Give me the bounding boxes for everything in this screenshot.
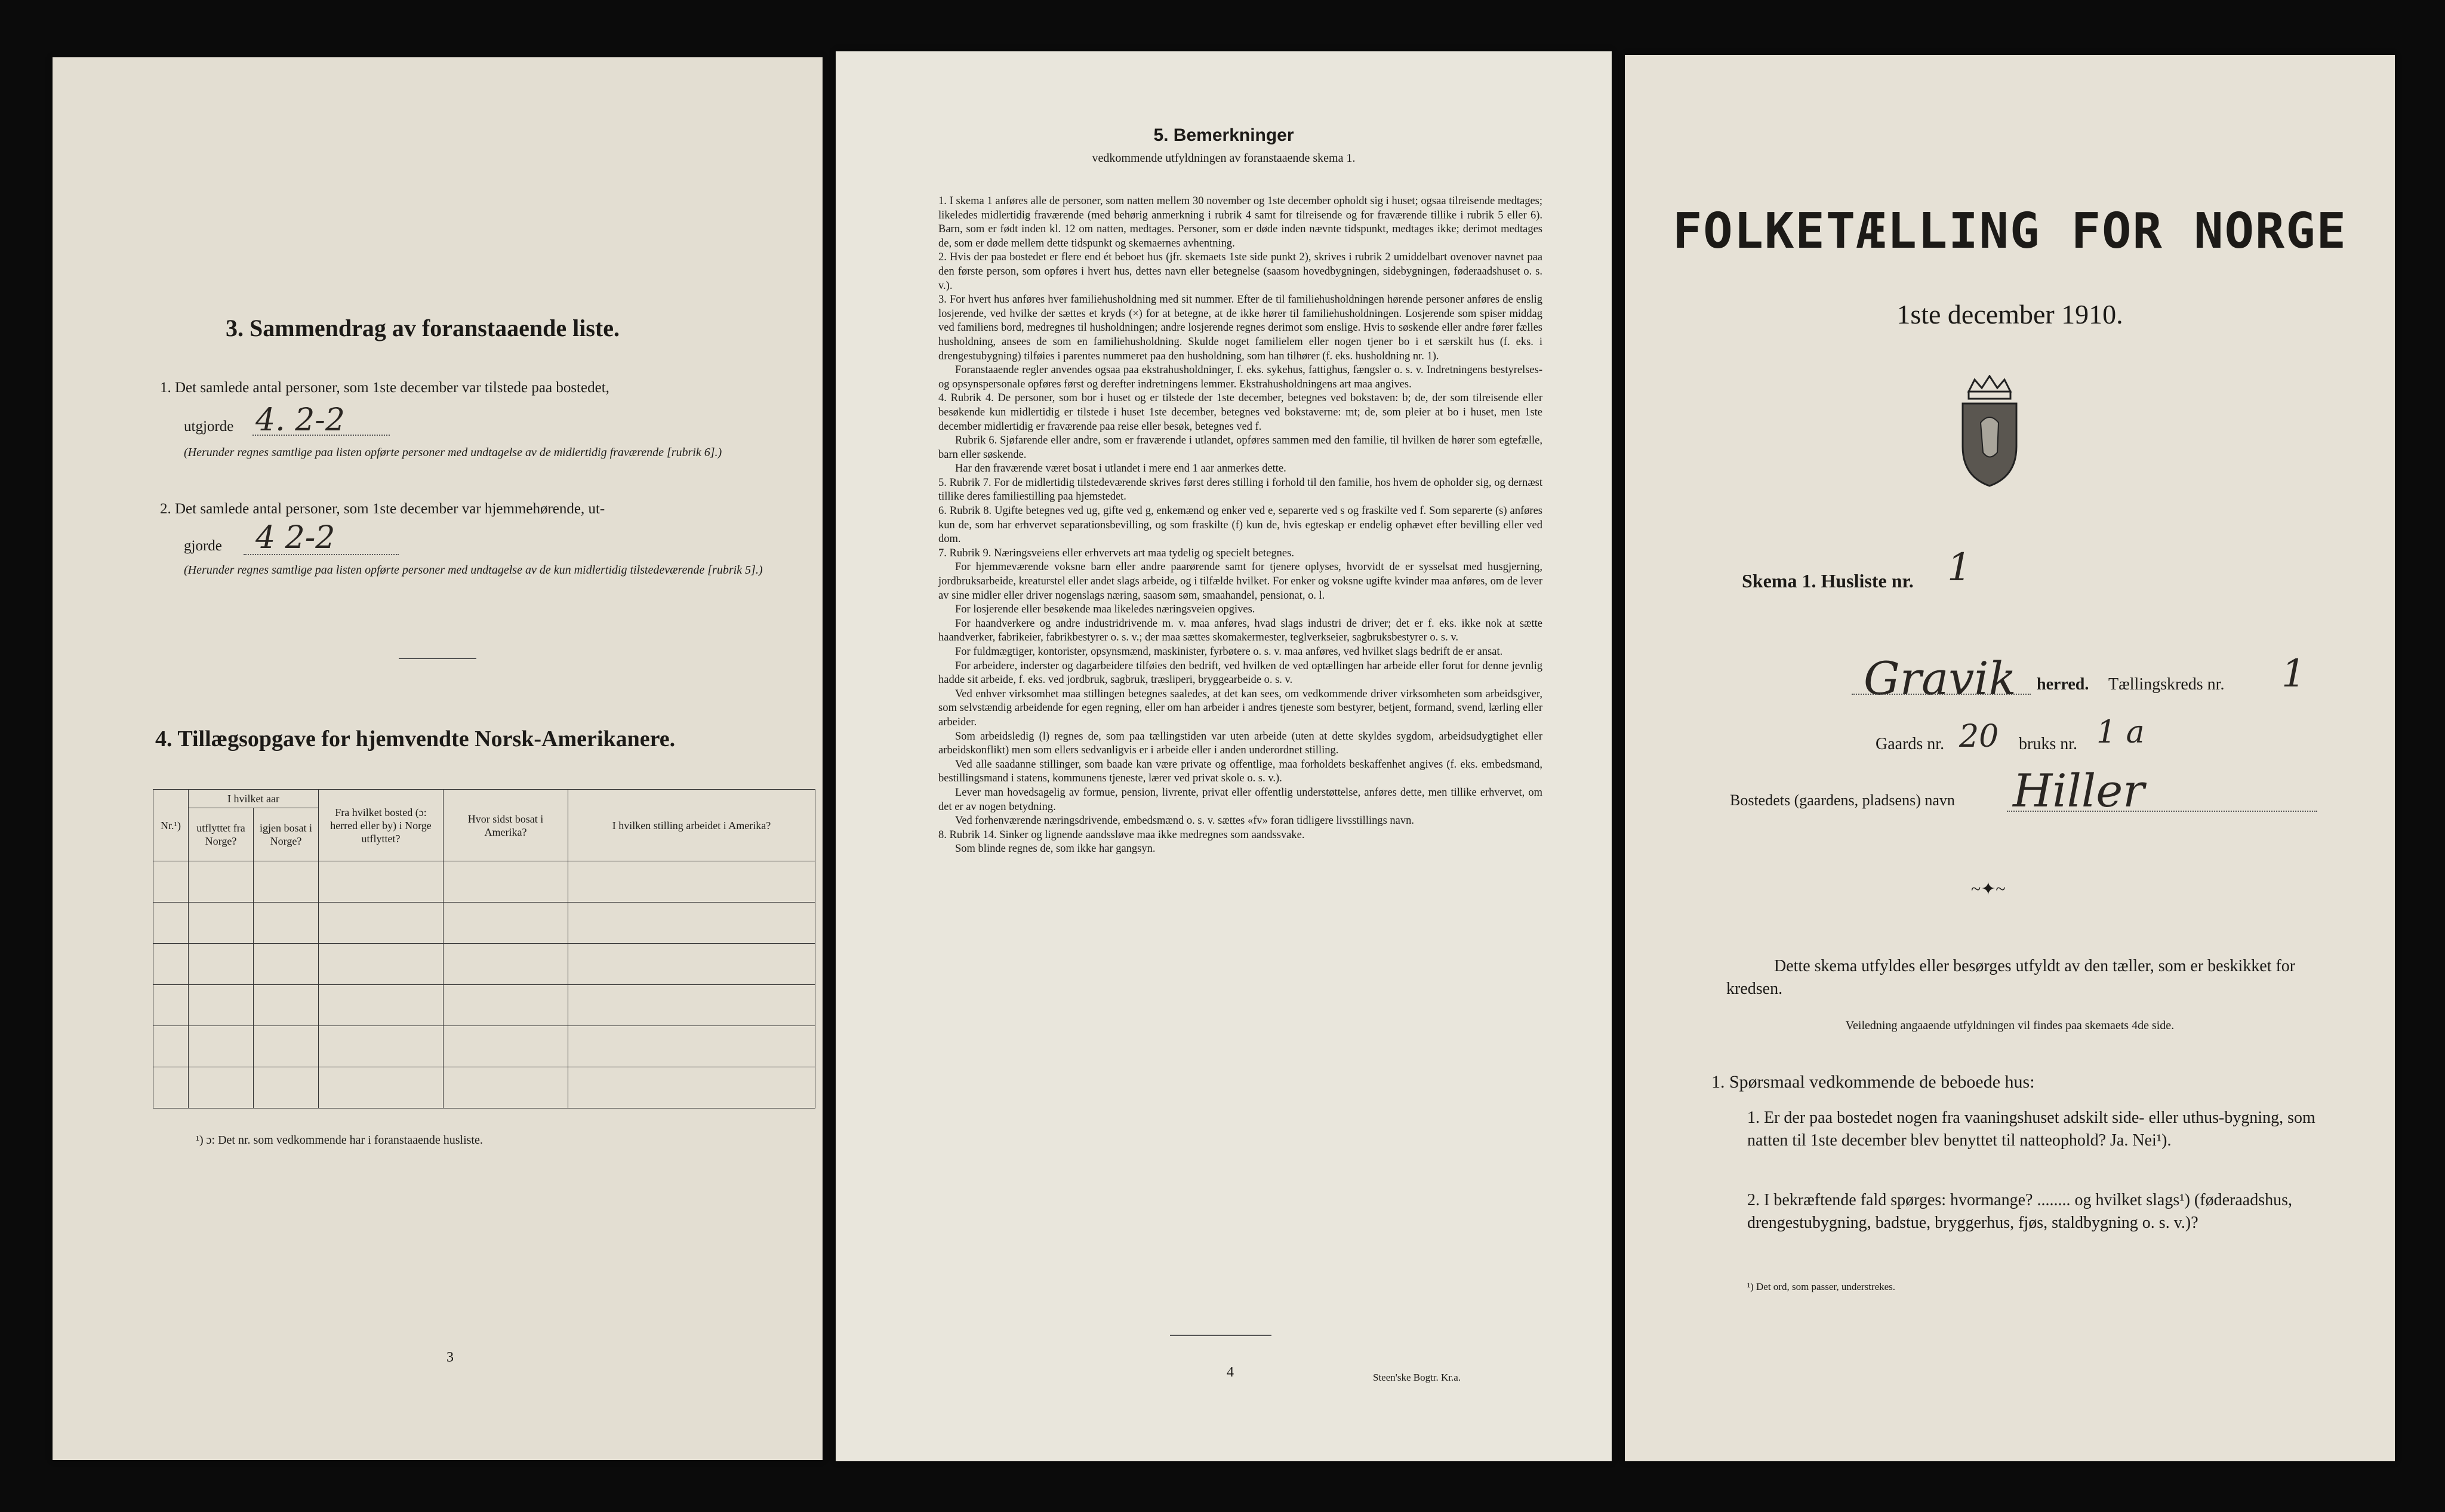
remark-3b: Foranstaaende regler anvendes ogsaa paa ekstrahusholdninger, f. eks. sykehus, fattighus, fængsler o. s. v. Indretningens bestyrelses- og opsynspersonale opføres først og derefter indretningens lemmer. Ekstrahusholdningens art maa angives.: [938, 364, 1542, 390]
remark-7k: Ved forhenværende næringsdrivende, embedsmænd o. s. v. sættes «fv» foran tidligere livsstillings navn.: [955, 815, 1415, 827]
divider: [1170, 1335, 1271, 1336]
coat-of-arms-icon: [1957, 375, 2022, 491]
remark-7e: For fuldmægtiger, kontorister, opsynsmænd, maskinister, fyrbøtere o. s. v. maa anføres, ved hvilket slags bedrift de er ansat.: [955, 646, 1503, 658]
section4-heading: 4. Tillægsopgave for hjemvendte Norsk-Amerikanere.: [155, 726, 676, 752]
remark-7c: For losjerende eller besøkende maa likeledes næringsveien opgives.: [955, 603, 1255, 616]
q1-heading: 1. Spørsmaal vedkommende de beboede hus:: [1711, 1072, 2035, 1092]
remarks-heading: 5. Bemerkninger: [1153, 125, 1294, 145]
item1-note: (Herunder regnes samtlige paa listen opførte personer med undtagelse av de midlertidig fraværende [rubrik 6].): [184, 446, 722, 459]
item1-handwritten: 4. 2-2: [255, 402, 345, 438]
printer-imprint: Steen'ske Bogtr. Kr.a.: [1373, 1372, 1461, 1383]
page-number: 3: [446, 1350, 454, 1365]
kreds-label: Tællingskreds nr.: [2108, 675, 2225, 694]
remark-5: 5. Rubrik 7. For de midlertidig tilstedeværende skrives først deres stilling i forhold til den familie, hos hvem de opholder sig, og dernæst tillike deres familiestilling paa hjemstedet.: [938, 476, 1542, 503]
veiledning-text: Veiledning angaaende utfyldningen vil findes paa skemaets 4de side.: [1845, 1019, 2175, 1032]
remark-6: 6. Rubrik 8. Ugifte betegnes ved ug, gifte ved g, enkemænd og enker ved e, separerte ved s og fraskilte ved f. Som separerte (s) anføres kun de, som har erhvervet separationsbevilling, og som fraskilte (f) kun de, hvis egteskap er endelig ophævet efter bevilling eller ved dom.: [938, 505, 1542, 546]
bosted-label: Bostedets (gaardens, pladsens) navn: [1730, 792, 1955, 809]
col-stilling: I hvilken stilling arbeidet i Amerika?: [568, 790, 815, 861]
kreds-nr: 1: [2281, 652, 2306, 696]
bruks-label: bruks nr.: [2019, 735, 2077, 753]
page-4: [836, 51, 1612, 1461]
remark-8b: Som blinde regnes de, som ikke har gangsyn.: [955, 843, 1156, 855]
footnote: ¹) Det ord, som passer, understrekes.: [1747, 1281, 1896, 1292]
item1-utgjorde: utgjorde: [184, 418, 234, 435]
table-row: [153, 944, 815, 985]
census-title: FOLKETÆLLING FOR NORGE: [1672, 203, 2348, 260]
bosted-name: Hiller: [2013, 764, 2145, 817]
remark-4b: Rubrik 6. Sjøfarende eller andre, som er fraværende i utlandet, opføres sammen med den familie, til hvilken de hører som egtefælle, barn eller søskende.: [938, 435, 1542, 461]
remark-4c: Har den fraværende været bosat i utlandet i mere end 1 aar anmerkes dette.: [955, 463, 1286, 475]
remark-4: 4. Rubrik 4. De personer, som bor i huset og er tilstede der 1ste december, betegnes ved bokstaven: b; de, der som tilreisende eller besøkende kun midlertidig er tilstede i huset 1ste december, betegnes ved bokstaverne: mt; de, som pleier at bo i huset, men 1ste december midlertidig er fraværende paa reise eller besøk, betegnes ved f.: [938, 392, 1542, 433]
ornament-icon: ~✦~: [1971, 879, 2006, 899]
item2-note: (Herunder regnes samtlige paa listen opførte personer med undtagelse av de kun midlertidig tilstedeværende [rubrik 5].): [184, 563, 763, 577]
page-number: 4: [1227, 1365, 1234, 1380]
remark-7b: For hjemmeværende voksne barn eller andre paarørende samt for tjenere oplyses, hvorvidt de er sysselsat med husgjerning, jordbruksarbeide, kreaturstel eller andet slags arbeide, og i tilfælde hvilket. For enker og voksne ugifte kvinder maa anføres, om de lever av sine midler eller driver nogenslags næring, saasom søm, smaahandel, pensionat, o. l.: [938, 561, 1542, 602]
item2-handwritten: 4 2-2: [255, 520, 335, 556]
col-igjen-bosat: igjen bosat i Norge?: [254, 808, 319, 861]
skema-label: Skema 1. Husliste nr.: [1742, 570, 1914, 592]
remark-7f: For arbeidere, inderster og dagarbeidere tilføies den bedrift, ved hvilken de ved optællingen har arbeide eller forut for denne jevnlig hadde sit arbeide, f. eks. ved jordbruk, sagbruk, træsliperi, bryggearbeide o. s. v.: [938, 660, 1542, 686]
remark-7h: Som arbeidsledig (l) regnes de, som paa tællingstiden var uten arbeide (uten at dette skyldes sygdom, arbeidsudygtighet eller arbeidskonflikt) men som ellers sedvanligvis er i arbeide eller i anden underordnet stilling.: [938, 730, 1542, 757]
gaards-nr: 20: [1959, 719, 1999, 755]
remark-7: 7. Rubrik 9. Næringsveiens eller erhvervets art maa tydelig og specielt betegnes.: [938, 547, 1294, 559]
husliste-nr: 1: [1947, 546, 1972, 590]
census-date: 1ste december 1910.: [1896, 299, 2123, 330]
remark-7d: For haandverkere og andre industridrivende m. v. maa anføres, hvad slags industri de driver; det er f. eks. ikke nok at sætte haandverker, fabrikeier, fabrikbestyrer o. s. v.; der maa sættes skomakermester, teglverkseier, sagbruksbestyrer o. s. v.: [938, 617, 1542, 644]
remark-7g: Ved enhver virksomhet maa stillingen betegnes saaledes, at det kan sees, om vedkommende driver virksomheten som arbeidsgiver, som selvstændig arbeidende for egen regning, eller om han arbeider i andres tjeneste som bestyrer, betjent, formand, svend, lærling eller arbeider.: [938, 688, 1542, 728]
table-row: [153, 861, 815, 903]
table-row: [153, 903, 815, 944]
bruks-nr: 1 a: [2096, 715, 2145, 750]
page-1-cover: [1625, 55, 2395, 1461]
col-fra-bosted: Fra hvilket bosted (ɔ: herred eller by) i Norge utflyttet?: [319, 790, 444, 861]
remark-7j: Lever man hovedsagelig av formue, pension, livrente, privat eller offentlig understøttelse, anføres dette, men tillike erhvervet, om det er av nogen betydning.: [938, 786, 1542, 813]
herred-name: Gravik: [1864, 652, 2016, 705]
col-nr: Nr.¹): [153, 790, 189, 861]
item2-dotline: [244, 554, 399, 555]
remark-8: 8. Rubrik 14. Sinker og lignende aandssløve maa ikke medregnes som aandssvake.: [938, 829, 1305, 841]
table-row: [153, 985, 815, 1026]
col-sidst-bosat: Hvor sidst bosat i Amerika?: [444, 790, 568, 861]
remark-2: 2. Hvis der paa bostedet er flere end ét beboet hus (jfr. skemaets 1ste side punkt 2), skrives i rubrik 2 umiddelbart ovenover navnet paa den første person, som opføres i hvert hus, dettes navn eller betegnelse (saasom hovedbygningen, sidebygningen, føderaadshuset o. s. v.).: [938, 251, 1542, 292]
item2-utgjorde: gjorde: [184, 538, 222, 554]
remark-1: 1. I skema 1 anføres alle de personer, som natten mellem 30 november og 1ste december opholdt sig i huset; ogsaa tilreisende medtages; likeledes midlertidig fraværende (med behørig anmerkning i rubrik 4 samt for tilreisende og for fraværende tillike i rubrik 5 eller 6). Barn, som er født inden kl. 12 om natten, medtages. Personer, som er døde inden nævnte tidspunkt, medtages ikke; derimot medtages de, som er døde mellem dette tidspunkt og skemaernes avhentning.: [938, 195, 1542, 250]
table-row: [153, 1026, 815, 1067]
page-3: [53, 57, 823, 1460]
footnote: ¹) ɔ: Det nr. som vedkommende har i foranstaaende husliste.: [196, 1134, 483, 1147]
remark-7i: Ved alle saadanne stillinger, som baade kan være private og offentlige, maa forholdets beskaffenhet angives (f. eks. embedsmand, bestillingsmand i statens, kommunens tjeneste, lærer ved privat skole o. s. v.).: [938, 758, 1542, 785]
item2-text: 2. Det samlede antal personer, som 1ste december var hjemmehørende, ut-: [160, 501, 605, 517]
norsk-amerikanere-table: [153, 789, 815, 1108]
herred-dotline: [1852, 694, 2031, 695]
remarks-subheading: vedkommende utfyldningen av foranstaaende skema 1.: [1092, 152, 1356, 165]
q1-item1: 1. Er der paa bostedet nogen fra vaaningshuset adskilt side- eller uthus-bygning, som natten til 1ste december blev benyttet til natteophold? Ja. Nei¹).: [1747, 1108, 2315, 1150]
table-row: [153, 1067, 815, 1108]
remarks-body: [938, 195, 1542, 857]
col-utflyttet: utflyttet fra Norge?: [189, 808, 254, 861]
item1-dotline: [252, 435, 390, 436]
gaards-label: Gaards nr.: [1876, 735, 1945, 753]
col-hvilket-aar: I hvilket aar: [189, 790, 319, 808]
remark-3: 3. For hvert hus anføres hver familiehusholdning med sit nummer. Efter de til familiehusholdningen hørende personer anføres de enslig losjerende, ved hvilke der sættes et kryds (×) for at betegne, at de ikke hører til familiehusholdningen. Losjerende som spiser middag ved familiens bord, medregnes til husholdningen; andre losjerende regnes derimot som enslige. Hvis to søskende eller andre fører fælles husholdning, ansees de som en familiehusholdning. Skulde noget familielem eller nogen tjener bo i et særskilt hus (f. eks. i drengestubygning) tilføies i parentes nummeret paa den husholdning, som han tilhører (f. eks. husholdning nr. 1).: [938, 294, 1542, 362]
instruction-text: Dette skema utfyldes eller besørges utfyldt av den tæller, som er beskikket for kredsen.: [1726, 957, 2296, 998]
herred-label: herred.: [2037, 675, 2089, 694]
divider: [399, 658, 476, 659]
bosted-dotline: [2007, 811, 2317, 812]
q1-item2: 2. I bekræftende fald spørges: hvormange? ........ og hvilket slags¹) (føderaadshus, drengestubygning, badstue, bryggerhus, fjøs, staldbygning o. s. v.)?: [1747, 1191, 2292, 1232]
item1-text: 1. Det samlede antal personer, som 1ste december var tilstede paa bostedet,: [160, 380, 609, 396]
section3-heading: 3. Sammendrag av foranstaaende liste.: [226, 315, 620, 341]
